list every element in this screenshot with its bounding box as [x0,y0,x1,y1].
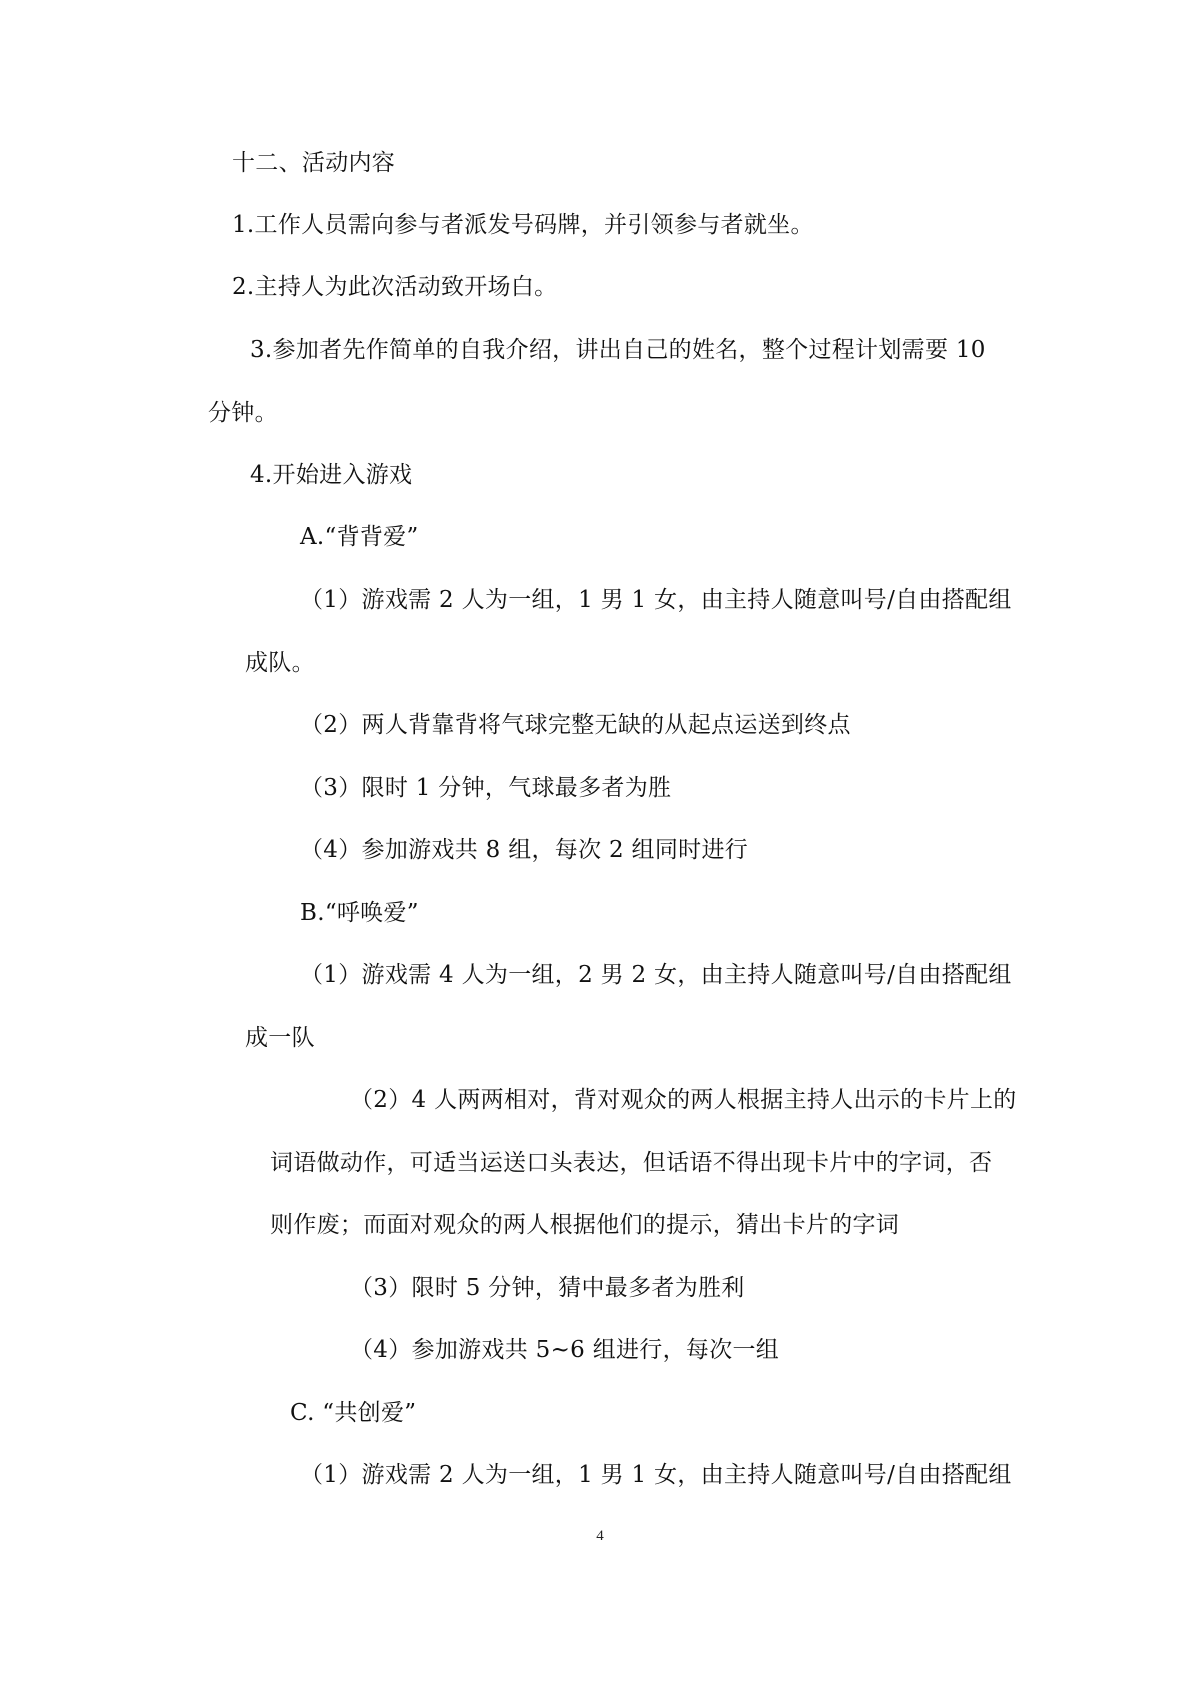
paragraph-line: 词语做动作，可适当运送口头表达，但话语不得出现卡片中的字词，否 [270,1150,993,1176]
paragraph-line: 则作废；而面对观众的两人根据他们的提示，猜出卡片的字词 [270,1212,900,1238]
game-heading-c: C. “共创爱” [290,1400,417,1426]
game-heading-b: B.“呼唤爱” [300,900,419,926]
paragraph-line: 1.工作人员需向参与者派发号码牌，并引领参与者就坐。 [232,212,814,238]
section-heading: 十二、活动内容 [232,150,396,176]
paragraph-line: 成队。 [245,650,315,676]
paragraph-line: （3）限时 1 分钟，气球最多者为胜 [300,775,672,801]
paragraph-line: 成一队 [245,1025,315,1051]
paragraph-line: （4）参加游戏共 8 组，每次 2 组同时进行 [300,837,749,863]
paragraph-line: （3）限时 5 分钟，猜中最多者为胜利 [350,1275,745,1301]
paragraph-line: （1）游戏需 4 人为一组，2 男 2 女，由主持人随意叫号/自由搭配组 [300,962,1012,988]
paragraph-line: 4.开始进入游戏 [250,462,413,488]
paragraph-line: 2.主持人为此次活动致开场白。 [232,274,558,300]
paragraph-line: （4）参加游戏共 5~6 组进行，每次一组 [350,1337,780,1363]
paragraph-line: （2）4 人两两相对，背对观众的两人根据主持人出示的卡片上的 [350,1087,1017,1113]
paragraph-line: （1）游戏需 2 人为一组，1 男 1 女，由主持人随意叫号/自由搭配组 [300,1462,1012,1488]
page-number: 4 [596,1528,604,1544]
paragraph-line: 3.参加者先作简单的自我介绍，讲出自己的姓名，整个过程计划需要 10 [250,337,986,363]
paragraph-line: 分钟。 [208,400,278,426]
game-heading-a: A.“背背爱” [300,524,419,550]
paragraph-line: （1）游戏需 2 人为一组，1 男 1 女，由主持人随意叫号/自由搭配组 [300,587,1012,613]
paragraph-line: （2）两人背靠背将气球完整无缺的从起点运送到终点 [300,712,851,738]
